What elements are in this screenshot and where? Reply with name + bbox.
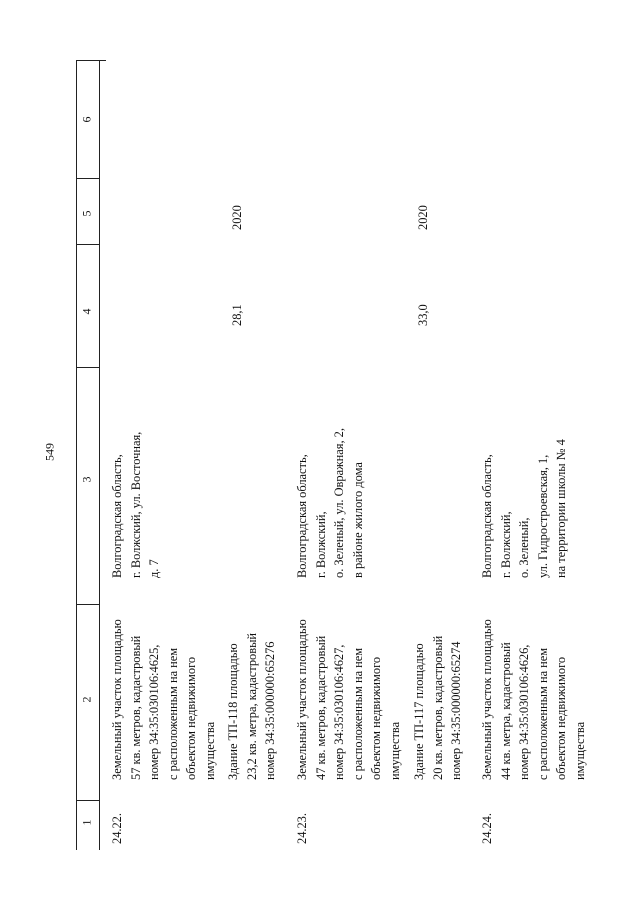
page-number: 549 bbox=[42, 443, 57, 461]
row-24-22-year: 2020 bbox=[230, 205, 244, 230]
col-sep-1 bbox=[76, 800, 100, 801]
row-24-22-area: 28,1 bbox=[230, 304, 244, 326]
col-header-2: 2 bbox=[79, 696, 94, 703]
col-header-1: 1 bbox=[79, 819, 94, 826]
row-24-22-land-description: Земельный участок площадью 57 кв. метров, кадастровый номер 34:35:030106:4625, с расположенным на нем объектом недвижимого имущества bbox=[110, 619, 217, 780]
col-header-4: 4 bbox=[79, 308, 94, 315]
col-header-5: 5 bbox=[79, 210, 94, 217]
row-24-24-address: Волгоградская область, г. Волжский, о. Зеленый, ул. Гидростроевская, 1, на территории школы № 4 bbox=[480, 439, 569, 578]
row-id-24-23: 24.23. bbox=[295, 813, 309, 844]
row-24-22-address: Волгоградская область, г. Волжский, ул. Восточная, д. 7 bbox=[110, 431, 162, 578]
row-24-23-area: 33,0 bbox=[416, 304, 430, 326]
row-id-24-22: 24.22. bbox=[110, 813, 124, 844]
col-sep-3 bbox=[76, 367, 100, 368]
col-sep-5 bbox=[76, 178, 100, 179]
col-header-3: 3 bbox=[79, 476, 94, 483]
row-24-22-building-description: Здание ТП-118 площадью 23,2 кв. метра, кадастровый номер 34:35:000000:65276 bbox=[226, 632, 278, 780]
row-id-24-24: 24.24. bbox=[480, 813, 494, 844]
header-top-border bbox=[76, 60, 106, 61]
row-24-23-land-description: Земельный участок площадью 47 кв. метров, кадастровый номер 34:35:030106:4627, с расположенным на нем объектом недвижимого имущества bbox=[295, 619, 402, 780]
row-24-24-land-description: Земельный участок площадью 44 кв. метра, кадастровый номер 34:35:030106:4626, с расположенным на нем объектом недвижимого имущества bbox=[480, 619, 587, 780]
row-24-23-address: Волгоградская область, г. Волжский, о. Зеленый, ул. Овражная, 2, в районе жилого дома bbox=[295, 428, 365, 578]
row-24-23-year: 2020 bbox=[416, 205, 430, 230]
col-sep-4 bbox=[76, 244, 100, 245]
col-header-6: 6 bbox=[79, 116, 94, 123]
row-24-23-building-description: Здание ТП-117 площадью 20 кв. метров, кадастровый номер 34:35:000000:65274 bbox=[412, 635, 464, 780]
col-sep-2 bbox=[76, 604, 100, 605]
